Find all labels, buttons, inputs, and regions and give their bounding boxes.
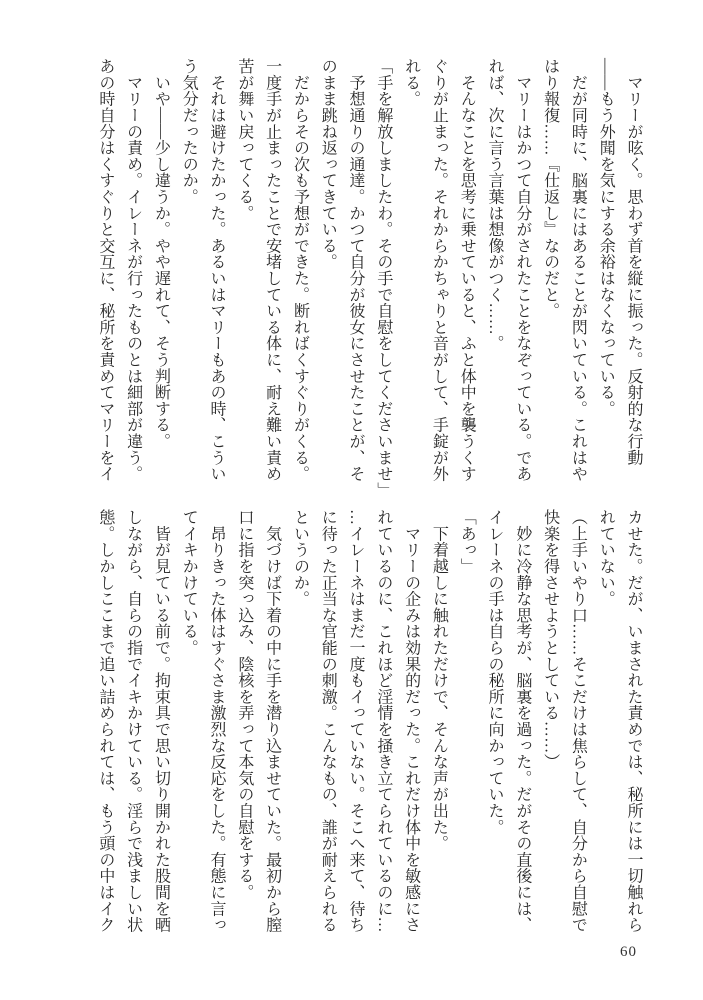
text-column: しながら、自らの指でイキかけている。淫らで浅ましい状 xyxy=(124,509,142,933)
text-column: だからその次も予想ができた。断ればくすぐりがくる。 xyxy=(291,58,309,482)
text-column: てイキかけている。 xyxy=(180,509,198,656)
text-column: そんなことを思考に乗せていると、ふと体中を襲うくす xyxy=(458,58,476,482)
text-column: カせた。だが、いまされた責めでは、秘所には一切触れら xyxy=(625,509,642,933)
text-column: れば、次に言う言葉は想像がつく……。 xyxy=(486,58,504,352)
text-column: 快楽を得させようとしている……） xyxy=(541,509,559,770)
text-column: はり報復……『仕返し』なのだと。 xyxy=(541,58,559,319)
text-column: 「あっ」 xyxy=(458,509,476,575)
page-number: 60 xyxy=(620,944,637,960)
text-column: れているのに、これほど淫情を掻き立てられているのに… xyxy=(374,509,392,933)
text-block-bottom xyxy=(96,509,642,933)
text-column: 皆が見ている前で。拘束具で思い切り開かれた股間を晒 xyxy=(152,509,170,933)
text-column: ぐりが止まった。それからかちゃりと音がして、手錠が外 xyxy=(430,58,448,482)
text-column: 「手を解放しましたわ。その手で自慰をしてくださいませ」 xyxy=(374,58,392,499)
text-column: 気づけば下着の中に手を潜り込ませていた。最初から膣 xyxy=(263,509,281,933)
text-column: だが同時に、脳裏にはあることが閃いている。これはや xyxy=(569,58,587,482)
text-column: 妙に冷静な思考が、脳裏を過った。だがその直後には、 xyxy=(513,509,531,933)
text-column: 昂りきった体はすぐさま激烈な反応をした。有態に言っ xyxy=(208,509,226,933)
text-column: …イレーネはまだ一度もイっていない。そこへ来て、待ち xyxy=(347,509,365,933)
text-column: それは避けたかった。あるいはマリーもあの時、こうい xyxy=(208,58,226,482)
text-column: れていない。 xyxy=(597,509,615,607)
text-column: マリーの責め。イレーネが行ったものとは細部が違う。 xyxy=(124,58,142,482)
text-column: ――もう外聞を気にする余裕はなくなっている。 xyxy=(597,58,615,417)
text-column: いや――少し違うか。やや遅れて、そう判断する。 xyxy=(152,58,170,450)
text-block-top xyxy=(96,58,642,499)
text-column: というのか。 xyxy=(291,509,309,607)
text-column: 態。しかしここまで追い詰められては、もう頭の中はイク xyxy=(96,509,114,933)
text-column: マリーの企みは効果的だった。これだけ体中を敏感にさ xyxy=(402,509,420,933)
text-column: 口に指を突っ込み、陰核を弄って本気の自慰をする。 xyxy=(235,509,253,901)
text-column: イレーネの手は自らの秘所に向かっていた。 xyxy=(486,509,504,835)
text-column: に待った正当な官能の刺激。こんなもの、誰が耐えられる xyxy=(319,509,337,933)
text-column: 一度手が止まったことで安堵している体に、耐え難い責め xyxy=(263,58,281,482)
text-column: う気分だったのか。 xyxy=(180,58,198,205)
text-column: 下着越しに触れただけで、そんな声が出た。 xyxy=(430,509,448,852)
text-column: マリーが呟く。思わず首を縦に振った。反射的な行動 xyxy=(625,58,642,466)
text-column: あの時自分はくすぐりと交互に、秘所を責めてマリーをイ xyxy=(96,58,114,482)
text-column: 苦が舞い戻ってくる。 xyxy=(235,58,253,221)
text-column: 予想通りの通達。かつて自分が彼女にさせたことが、そ xyxy=(347,58,365,482)
text-column: マリーはかつて自分がされたことをなぞっている。であ xyxy=(513,58,531,482)
text-column: のまま跳ね返ってきている。 xyxy=(319,58,337,270)
text-column: れる。 xyxy=(402,58,420,107)
text-column: （上手いやり口……そこだけは焦らして、自分から自慰で xyxy=(569,509,587,933)
